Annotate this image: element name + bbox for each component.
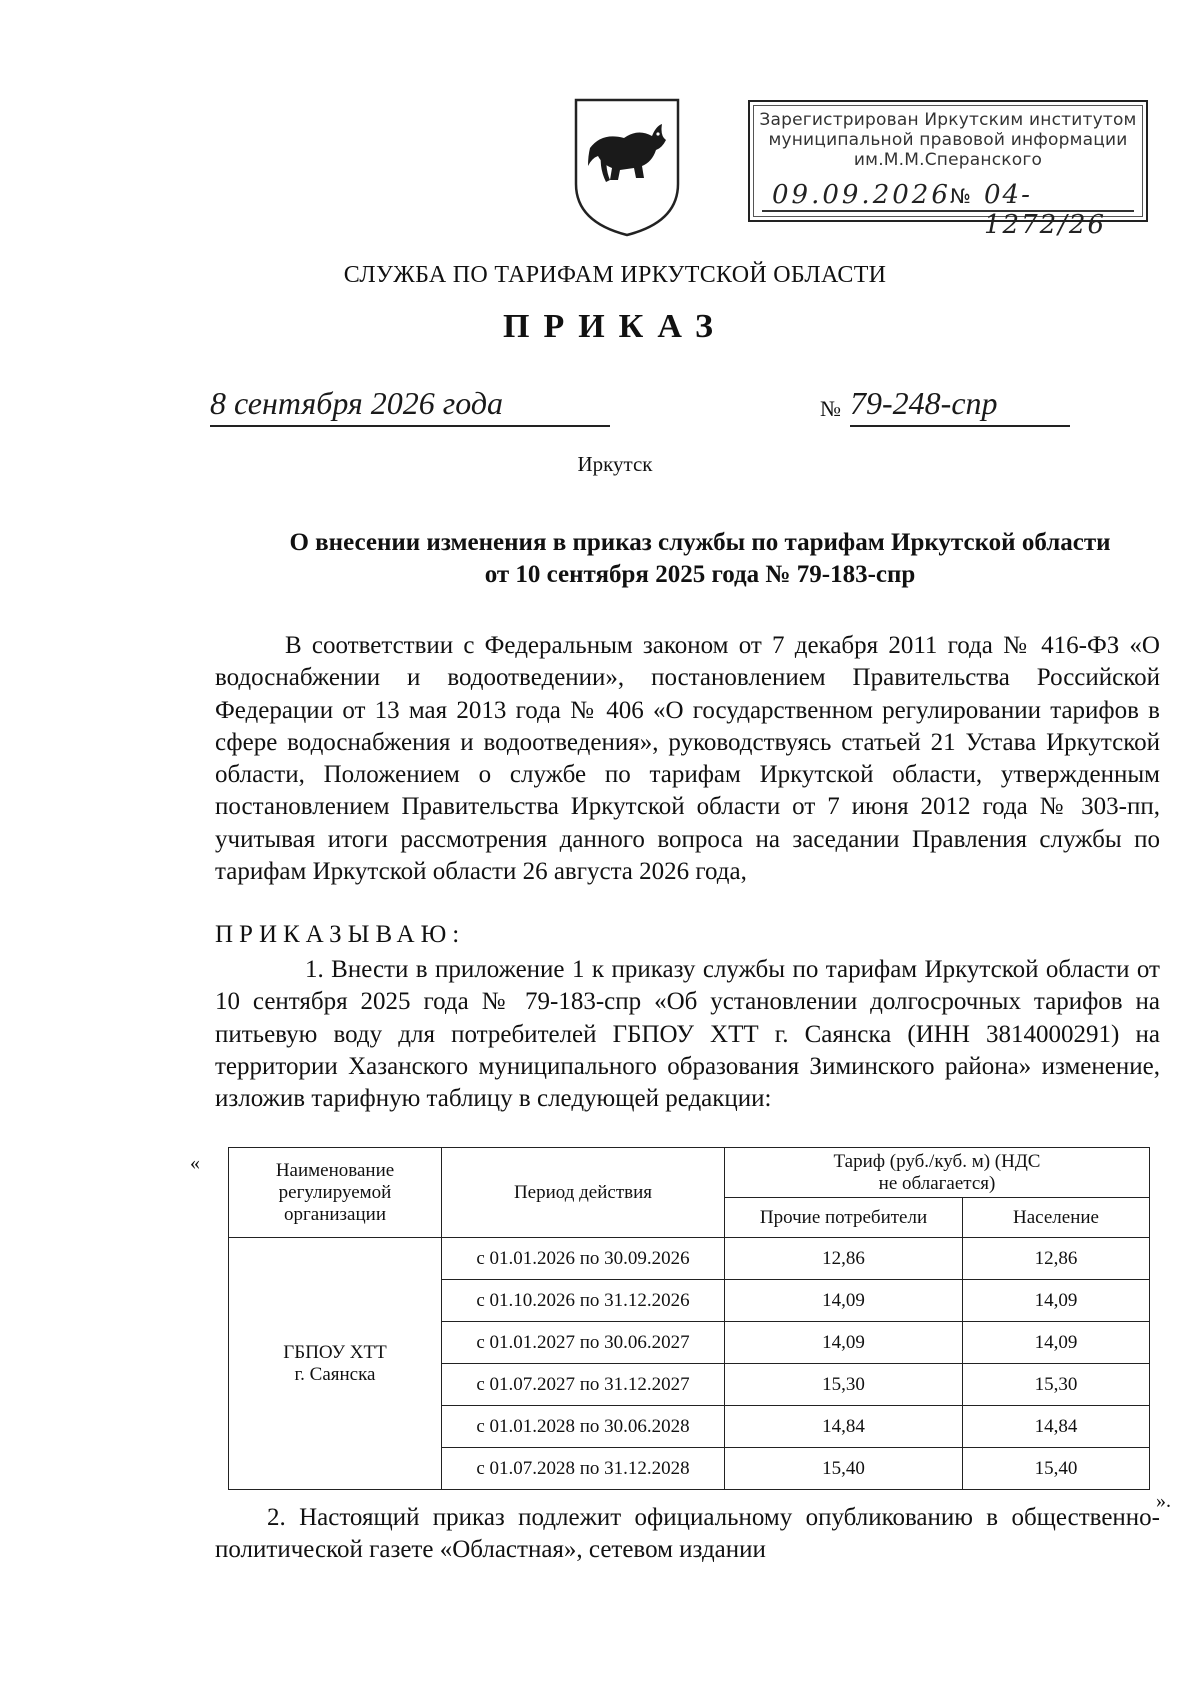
population-tariff-cell: 15,40 xyxy=(963,1448,1150,1490)
stamp-registration xyxy=(762,180,1134,240)
subject-line: О внесении изменения в приказ службы по тарифам Иркутской области xyxy=(289,529,1111,556)
period-cell: с 01.10.2026 по 31.12.2026 xyxy=(442,1280,725,1322)
header-tariff xyxy=(725,1148,1150,1198)
stamp-no-sign: № xyxy=(950,184,971,208)
population-tariff-cell: 12,86 xyxy=(963,1238,1150,1280)
agency-name: СЛУЖБА ПО ТАРИФАМ ИРКУТСКОЙ ОБЛАСТИ xyxy=(343,262,887,288)
period-cell: с 01.01.2028 по 30.06.2028 xyxy=(442,1406,725,1448)
table-row xyxy=(229,1238,1150,1280)
quote-close: ». xyxy=(1156,1490,1171,1512)
quote-open: « xyxy=(190,1152,200,1174)
population-tariff-cell: 14,09 xyxy=(963,1322,1150,1364)
document-date: 8 сентября 2026 года xyxy=(210,385,610,427)
org-name-cell xyxy=(229,1238,442,1490)
document-subject xyxy=(200,527,1200,591)
other-tariff-cell: 12,86 xyxy=(725,1238,963,1280)
preamble-paragraph: В соответствии с Федеральным законом от 7 декабря 2011 года № 416-ФЗ «О водоснабжении и водоотведении», постановлением Правительства Российской Федерации от 13 мая 2013 года № 406 «О государственном регулировании тарифов в сфере водоснабжения и водоотведения», руководствуясь статьей 21 Устава Иркутской области, Положением о службе по тарифам Иркутской области, утвержденным постановлением Правительства Иркутской области от 7 июня 2012 года № 303-пп, учитывая итоги рассмотрения данного вопроса на заседании Правления службы по тарифам Иркутской области 26 августа 2026 года, xyxy=(215,632,1160,886)
stamp-line: Зарегистрирован Иркутским институтом xyxy=(759,110,1137,130)
coat-of-arms-icon xyxy=(572,96,682,238)
city: Иркутск xyxy=(577,452,653,476)
stamp-reg-date: 09.09.2026 xyxy=(772,180,951,210)
org-city: г. Саянска xyxy=(294,1363,376,1385)
registration-stamp xyxy=(748,100,1148,240)
other-tariff-cell: 14,84 xyxy=(725,1406,963,1448)
subject-line: от 10 сентября 2025 года № 79-183-спр xyxy=(484,561,916,588)
org-name: ГБПОУ ХТТ xyxy=(283,1341,387,1363)
population-tariff-cell: 14,09 xyxy=(963,1280,1150,1322)
item-2-paragraph: 2. Настоящий приказ подлежит официальному опубликованию в общественно-политической газете «Областная», сетевом издании xyxy=(215,1504,1160,1564)
number-sign: № xyxy=(820,396,841,421)
other-tariff-cell: 15,30 xyxy=(725,1364,963,1406)
orders-heading: ПРИКАЗЫВАЮ: xyxy=(215,921,466,948)
table-header-row xyxy=(229,1148,1150,1198)
stamp-reg-number: 04-1272/26 xyxy=(984,180,1107,240)
header-other-consumers: Прочие потребители xyxy=(725,1198,963,1238)
period-cell: с 01.01.2026 по 30.09.2026 xyxy=(442,1238,725,1280)
other-tariff-cell: 15,40 xyxy=(725,1448,963,1490)
period-cell: с 01.07.2028 по 31.12.2028 xyxy=(442,1448,725,1490)
other-tariff-cell: 14,09 xyxy=(725,1322,963,1364)
stamp-line: муниципальной правовой информации xyxy=(768,130,1128,150)
period-cell: с 01.07.2027 по 31.12.2027 xyxy=(442,1364,725,1406)
header-tariff-label: Тариф (руб./куб. м) (НДС не облагается) xyxy=(833,1150,1041,1194)
population-tariff-cell: 15,30 xyxy=(963,1364,1150,1406)
header-org: Наименование регулируемой организации xyxy=(229,1148,442,1238)
period-cell: с 01.01.2027 по 30.06.2027 xyxy=(442,1322,725,1364)
tariff-table xyxy=(228,1147,1150,1490)
population-tariff-cell: 14,84 xyxy=(963,1406,1150,1448)
document-type: ПРИКАЗ xyxy=(503,308,727,345)
other-tariff-cell: 14,09 xyxy=(725,1280,963,1322)
item-1-paragraph: 1. Внести в приложение 1 к приказу службы по тарифам Иркутской области от 10 сентября 2025 года № 79-183-спр «Об установлении долгосрочных тарифов на питьевую воду для потребителей ГБПОУ ХТТ г. Саянска (ИНН 3814000291) на территории Хазанского муниципального образования Зиминского района» изменение, изложив тарифную таблицу в следующей редакции: xyxy=(215,956,1160,1113)
header-period: Период действия xyxy=(442,1148,725,1238)
stamp-line: им.М.М.Сперанского xyxy=(853,150,1043,170)
document-number: 79-248-спр xyxy=(850,385,1070,427)
header-population: Население xyxy=(963,1198,1150,1238)
